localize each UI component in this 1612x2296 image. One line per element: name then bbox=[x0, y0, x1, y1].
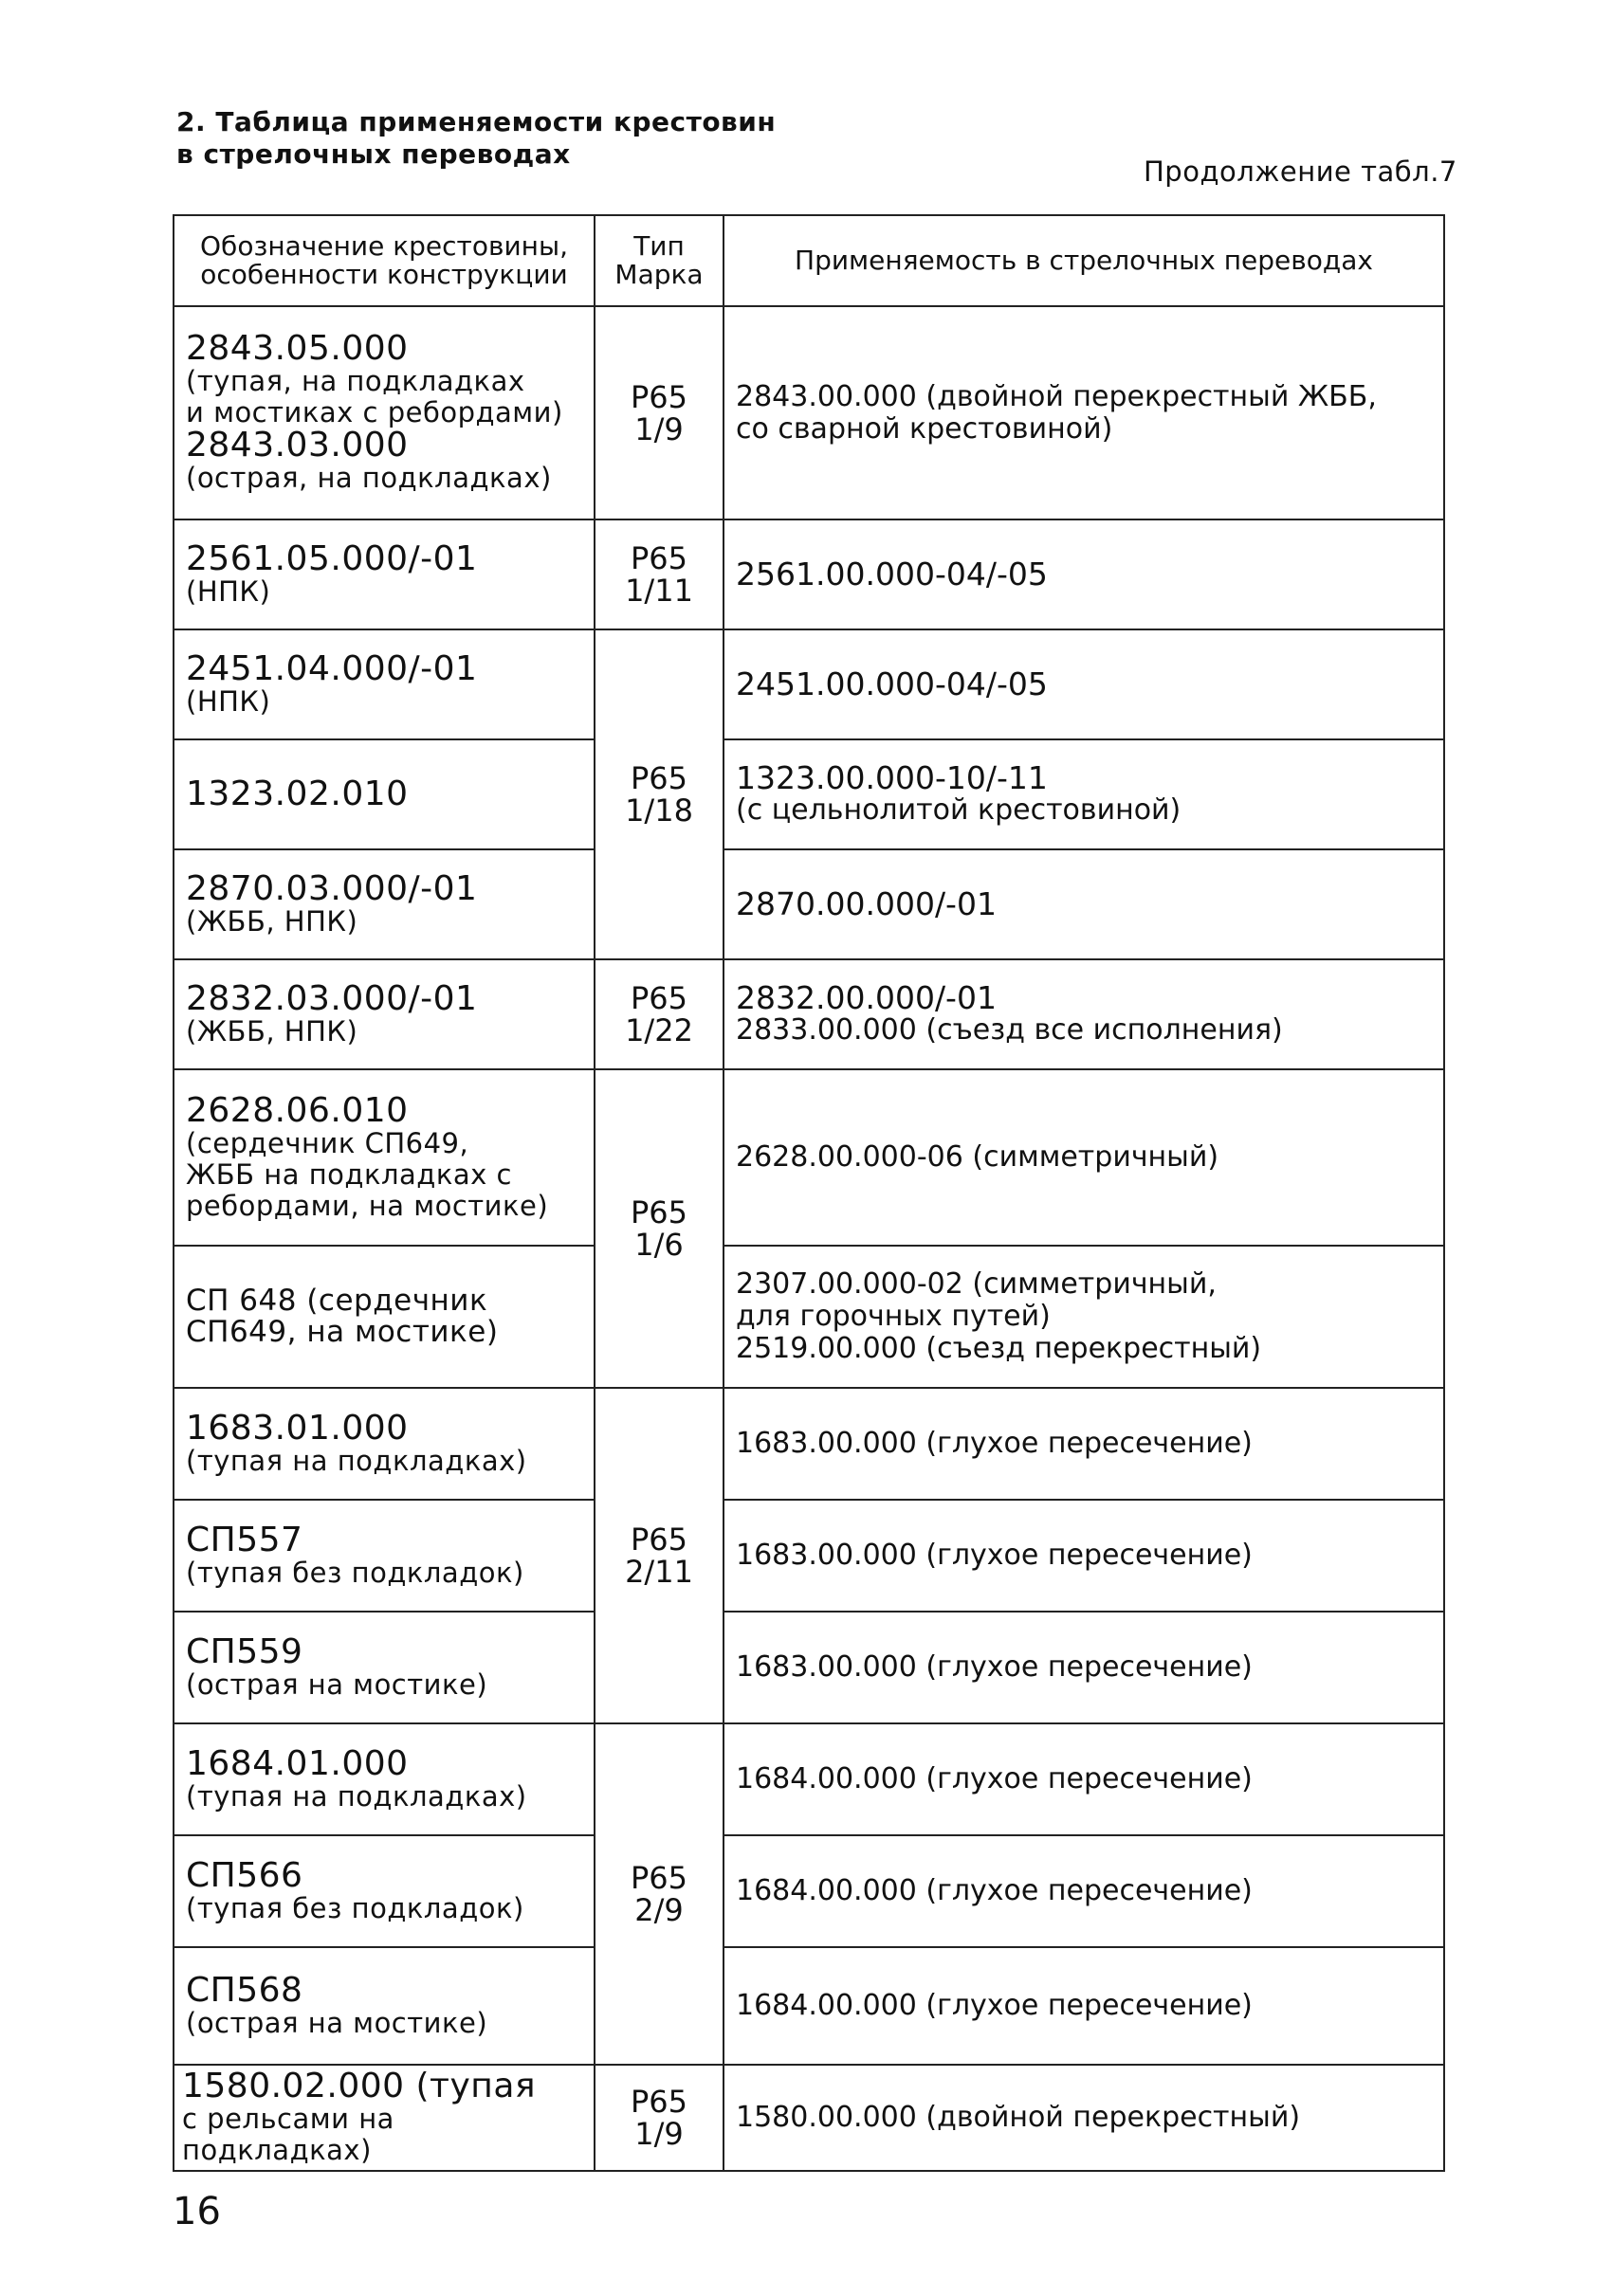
designation-cell: 2561.05.000/-01 (НПК) bbox=[174, 519, 595, 629]
designation-cell: 1684.01.000 (тупая на подкладках) bbox=[174, 1723, 595, 1835]
section-title-line2: в стрелочных переводах bbox=[176, 138, 571, 170]
designation-cell: 2870.03.000/-01 (ЖББ, НПК) bbox=[174, 849, 595, 959]
section-title bbox=[176, 106, 776, 171]
header-designation: Обозначение крестовины, особенности конструкции bbox=[174, 215, 595, 306]
continuation-label: Продолжение табл.7 bbox=[1144, 155, 1457, 188]
designation-cell: СП568 (острая на мостике) bbox=[174, 1947, 595, 2065]
type-cell: Р65 1/11 bbox=[595, 519, 724, 629]
table-row bbox=[174, 1612, 1444, 1723]
type-cell: Р65 1/18 bbox=[595, 629, 724, 959]
applicability-cell: 1683.00.000 (глухое пересечение) bbox=[724, 1612, 1444, 1723]
table-row bbox=[174, 2065, 1444, 2171]
designation-cell: 2832.03.000/-01 (ЖББ, НПК) bbox=[174, 959, 595, 1069]
designation-cell: СП566 (тупая без подкладок) bbox=[174, 1835, 595, 1947]
designation-cell: 1323.02.010 bbox=[174, 739, 595, 849]
table-row bbox=[174, 306, 1444, 519]
applicability-cell: 2628.00.000-06 (симметричный) bbox=[724, 1069, 1444, 1246]
applicability-cell: 1684.00.000 (глухое пересечение) bbox=[724, 1835, 1444, 1947]
applicability-cell: 2307.00.000-02 (симметричный, для горочных путей) 2519.00.000 (съезд перекрестный) bbox=[724, 1246, 1444, 1388]
table-row bbox=[174, 1388, 1444, 1500]
type-cell: Р65 1/22 bbox=[595, 959, 724, 1069]
table-row bbox=[174, 959, 1444, 1069]
applicability-cell: 2451.00.000-04/-05 bbox=[724, 629, 1444, 739]
designation-cell: 2628.06.010 (сердечник СП649, ЖББ на подкладках с ребордами, на мостике) bbox=[174, 1069, 595, 1246]
type-cell: Р65 1/9 bbox=[595, 2065, 724, 2171]
table-row bbox=[174, 1835, 1444, 1947]
applicability-cell: 1683.00.000 (глухое пересечение) bbox=[724, 1500, 1444, 1612]
applicability-cell: 2832.00.000/-01 2833.00.000 (съезд все исполнения) bbox=[724, 959, 1444, 1069]
applicability-cell: 1323.00.000-10/-11 (с цельнолитой крестовиной) bbox=[724, 739, 1444, 849]
page-number: 16 bbox=[173, 2190, 221, 2233]
table-row bbox=[174, 1947, 1444, 2065]
applicability-cell: 1684.00.000 (глухое пересечение) bbox=[724, 1947, 1444, 2065]
designation-cell: 2451.04.000/-01 (НПК) bbox=[174, 629, 595, 739]
table-header-row bbox=[174, 215, 1444, 306]
applicability-cell: 2870.00.000/-01 bbox=[724, 849, 1444, 959]
applicability-cell: 2843.00.000 (двойной перекрестный ЖББ, со сварной крестовиной) bbox=[724, 306, 1444, 519]
table-row bbox=[174, 1069, 1444, 1246]
applicability-cell: 2561.00.000-04/-05 bbox=[724, 519, 1444, 629]
table-row bbox=[174, 629, 1444, 739]
frogs-applicability-table bbox=[173, 214, 1445, 2172]
type-cell: Р65 2/11 bbox=[595, 1388, 724, 1723]
table-row bbox=[174, 1723, 1444, 1835]
applicability-cell: 1580.00.000 (двойной перекрестный) bbox=[724, 2065, 1444, 2171]
table-row bbox=[174, 1246, 1444, 1388]
section-title-line1: 2. Таблица применяемости крестовин bbox=[176, 106, 777, 137]
type-cell: Р65 1/9 bbox=[595, 306, 724, 519]
designation-cell: 2843.05.000 (тупая, на подкладках и мостиках с ребордами) 2843.03.000 (острая, на подкладках) bbox=[174, 306, 595, 519]
table-row bbox=[174, 849, 1444, 959]
header-type: Тип Марка bbox=[595, 215, 724, 306]
designation-cell: СП 648 (сердечник СП649, на мостике) bbox=[174, 1246, 595, 1388]
table-row bbox=[174, 739, 1444, 849]
table-row bbox=[174, 519, 1444, 629]
type-cell: Р65 1/6 bbox=[595, 1069, 724, 1388]
table-row bbox=[174, 1500, 1444, 1612]
applicability-cell: 1684.00.000 (глухое пересечение) bbox=[724, 1723, 1444, 1835]
header-applicability: Применяемость в стрелочных переводах bbox=[724, 215, 1444, 306]
designation-cell: СП557 (тупая без подкладок) bbox=[174, 1500, 595, 1612]
type-cell: Р65 2/9 bbox=[595, 1723, 724, 2065]
applicability-cell: 1683.00.000 (глухое пересечение) bbox=[724, 1388, 1444, 1500]
designation-cell: 1580.02.000 (тупая с рельсами на подкладках) bbox=[174, 2065, 595, 2171]
designation-cell: 1683.01.000 (тупая на подкладках) bbox=[174, 1388, 595, 1500]
designation-cell: СП559 (острая на мостике) bbox=[174, 1612, 595, 1723]
